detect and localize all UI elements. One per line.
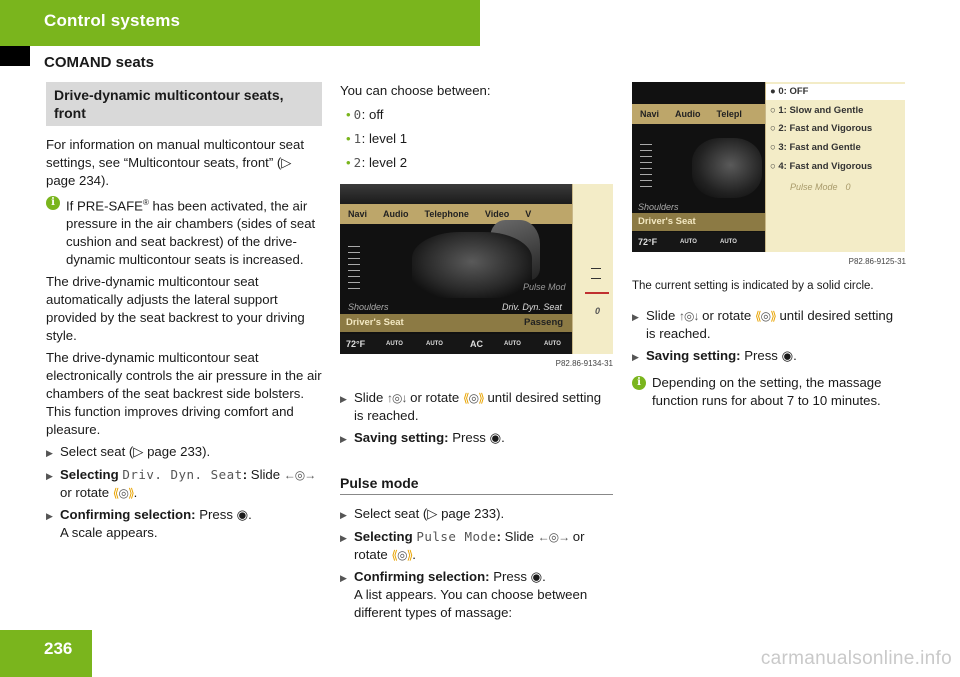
info-note: i Depending on the setting, the massage function runs for about 7 to 10 minutes. xyxy=(632,374,906,410)
column-middle xyxy=(340,82,613,626)
step-selecting: ▶ Selecting Pulse Mode: Slide ←◎→ or rotate ⟪◎⟫. xyxy=(340,529,585,562)
image-caption: The current setting is indicated by a solid circle. xyxy=(632,280,874,292)
pulse-mode-readout: Pulse Mode 0 xyxy=(790,182,851,192)
info-icon: i xyxy=(46,196,60,210)
screen-menu-bar: Navi Audio Telephone Video V xyxy=(340,204,572,224)
column-left xyxy=(46,82,322,546)
image-code: P82.86-9125-31 xyxy=(848,257,906,266)
page-number: 236 xyxy=(44,639,73,658)
screen-seat-bar: Driver's Seat Passeng xyxy=(340,314,572,332)
header-bar xyxy=(0,0,480,46)
screen-seat-bar: Driver's Seat xyxy=(632,213,765,231)
step-selecting: ▶ Selecting Driv. Dyn. Seat: Slide ←◎→ or rotate ⟪◎⟫. xyxy=(46,467,316,501)
step-confirming: ▶ Confirming selection: Press ◉. A list appears. You can choose between different types of massage: xyxy=(340,569,588,620)
step-confirming: ▶ Confirming selection: Press ◉. A scale appears. xyxy=(46,507,252,541)
intro-text: For information on manual multicontour seat settings, see “Multicontour seats, front” (▷ page 234). xyxy=(46,137,305,188)
scale-ticks xyxy=(640,144,652,192)
step-select-seat: ▶ Select seat (▷ page 233). xyxy=(46,443,322,462)
step-arrow-icon: ▶ xyxy=(632,312,639,322)
choose-text: You can choose between: xyxy=(340,83,491,98)
step-select-seat: ▶ Select seat (▷ page 233). xyxy=(340,505,613,524)
step-arrow-icon: ▶ xyxy=(46,448,53,459)
screen-climate-bar: 72°F AUTO AUTO AC AUTO AUTO xyxy=(340,334,613,354)
screen-climate-bar: 72°F AUTO AUTO xyxy=(632,232,765,252)
step-slide: ▶ Slide ↑◎↓ or rotate ⟪◎⟫ until desired setting is reached. xyxy=(340,390,602,423)
step-slide: ▶ Slide ↑◎↓ or rotate ⟪◎⟫ until desired setting is reached. xyxy=(632,308,894,341)
step-save: ▶ Saving setting: Press ◉. xyxy=(632,347,906,366)
scale-ticks xyxy=(348,246,360,294)
option-item: • 1: level 1 xyxy=(346,131,408,146)
level-indicator xyxy=(585,292,609,294)
massage-option[interactable]: ○ 3: Fast and Gentle xyxy=(770,142,861,153)
section-heading-pulse: Pulse mode xyxy=(340,474,613,495)
massage-option[interactable]: ○ 1: Slow and Gentle xyxy=(770,105,864,116)
press-icon: ◉ xyxy=(530,569,543,584)
step-arrow-icon: ▶ xyxy=(340,510,347,520)
step-arrow-icon: ▶ xyxy=(340,394,347,404)
comand-screen-pulse: Navi Audio Telepl Shoulders Driver's Seat 72°F AUTO AUTO ● 0: OFF ○ 1: Slow and Gentle ○ 2: Fast and Vigorous ○ 3: Fast and Gentle ○ 4: Fast and Vigorous Pulse Mode 0 xyxy=(632,82,905,252)
massage-option[interactable]: ○ 2: Fast and Vigorous xyxy=(770,123,873,134)
header-marker xyxy=(0,46,30,66)
seat-image xyxy=(692,138,762,198)
column-right xyxy=(632,82,906,414)
step-arrow-icon: ▶ xyxy=(46,471,53,482)
para-adjust: The drive-dynamic multicontour seat automatically adjusts the lateral support provided by the seat backrest to your driving style. xyxy=(46,274,305,344)
rotate-icon: ⟪◎⟫ xyxy=(754,309,776,323)
info-text: If PRE-SAFE® has been activated, the air pressure in the air chambers (sides of seat cushion and seat backrest) of the drive-dynamic multicontour seats is increased. xyxy=(66,198,316,268)
step-arrow-icon: ▶ xyxy=(340,434,347,444)
rotate-icon: ⟪◎⟫ xyxy=(462,391,484,405)
info-icon: i xyxy=(632,376,646,390)
subsection-title: COMAND seats xyxy=(44,54,155,71)
step-arrow-icon: ▶ xyxy=(340,573,347,583)
para-control: The drive-dynamic multicontour seat electronically controls the air pressure in the air chambers of the seat backrest side bolsters. This function improves driving comfort and pleasure. xyxy=(46,350,322,438)
image-code: P82.86-9134-31 xyxy=(555,359,613,368)
step-arrow-icon: ▶ xyxy=(46,511,53,522)
topic-heading: Drive-dynamic multicontour seats, front xyxy=(46,82,322,126)
press-icon: ◉ xyxy=(781,348,794,363)
slide-ud-icon: ↑◎↓ xyxy=(387,391,407,405)
level-scale-panel: 0 xyxy=(572,184,613,354)
option-item: • 2: level 2 xyxy=(346,155,408,170)
massage-list xyxy=(765,82,905,252)
massage-option[interactable]: ○ 4: Fast and Vigorous xyxy=(770,161,873,172)
comand-screen-dynamic: Navi Audio Telephone Video V Pulse Mod Shoulders Driv. Dyn. Seat Driver's Seat Passeng 72°F AUTO AUTO AC AUTO AUTO 0 xyxy=(340,184,613,354)
rotate-icon: ⟪◎⟫ xyxy=(112,486,134,501)
page-number-box xyxy=(0,630,92,677)
step-arrow-icon: ▶ xyxy=(340,533,347,543)
slide-lr-icon: ←◎→ xyxy=(283,468,316,483)
info-note xyxy=(46,194,322,269)
slide-lr-icon: ←◎→ xyxy=(537,530,570,544)
screen-menu-bar: Navi Audio Telepl xyxy=(632,104,765,124)
press-icon: ◉ xyxy=(489,430,502,445)
step-arrow-icon: ▶ xyxy=(632,352,639,362)
watermark: carmanualsonline.info xyxy=(760,648,952,669)
step-save: ▶ Saving setting: Press ◉. xyxy=(340,429,613,448)
slide-ud-icon: ↑◎↓ xyxy=(679,309,699,323)
rotate-icon: ⟪◎⟫ xyxy=(391,548,413,562)
press-icon: ◉ xyxy=(236,507,249,523)
seat-image xyxy=(412,232,532,298)
option-item: • 0: off xyxy=(346,107,384,122)
section-title: Control systems xyxy=(44,11,181,30)
massage-option-selected[interactable]: ● 0: OFF xyxy=(766,84,905,100)
